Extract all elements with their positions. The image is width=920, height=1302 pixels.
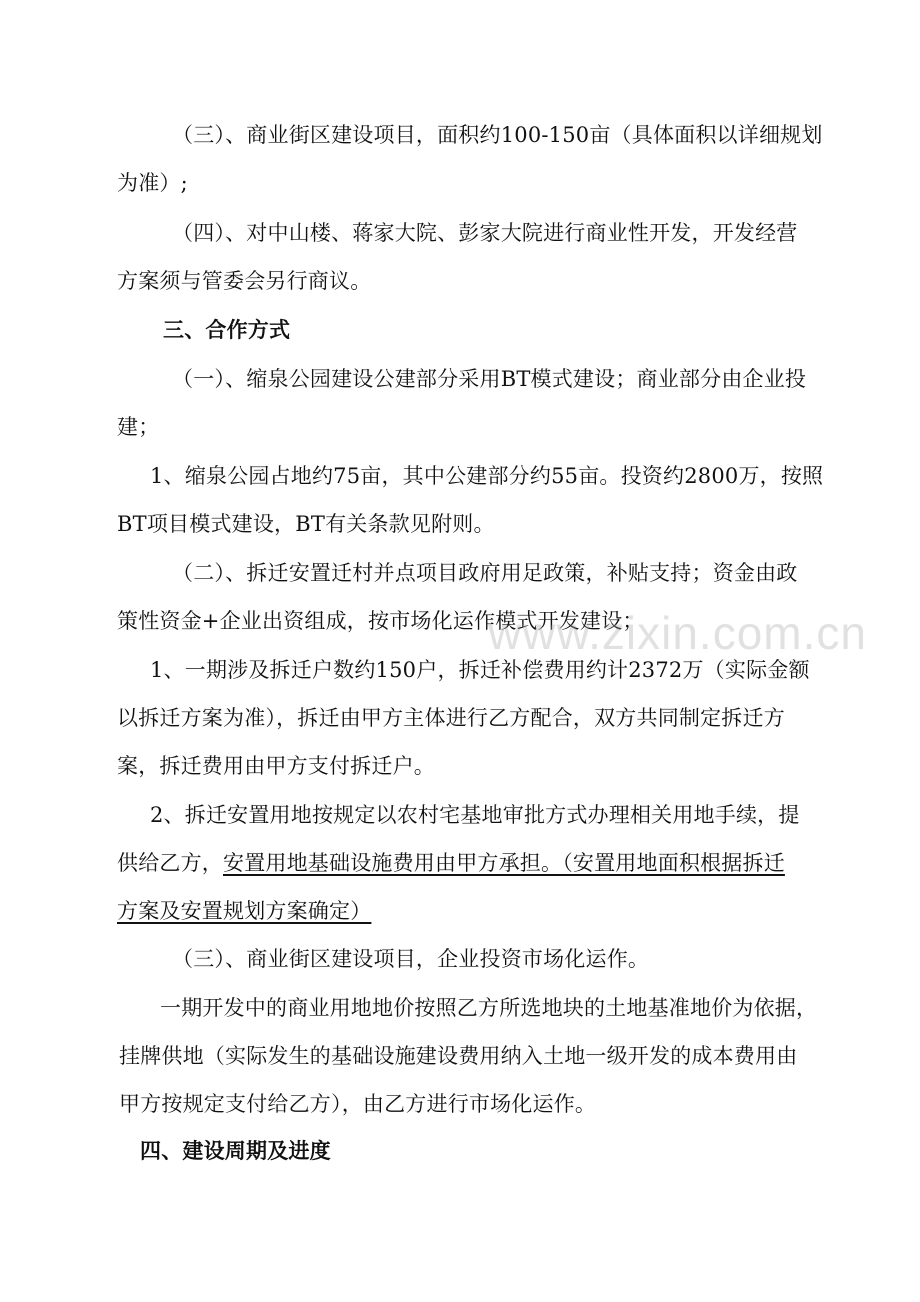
paragraph-line: （四）、对中山楼、蒋家大院、彭家大院进行商业性开发，开发经营 [172,221,798,245]
paragraph-line: 方案须与管委会另行商议。 [117,269,372,293]
paragraph-line: 甲方按规定支付给乙方），由乙方进行市场化运作。 [119,1092,597,1116]
paragraph-line: 建； [117,415,160,439]
paragraph-line: 挂牌供地（实际发生的基础设施建设费用纳入土地一级开发的成本费用由 [119,1044,798,1068]
paragraph-line: 2、拆迁安置用地按规定以农村宅基地审批方式办理相关用地手续，提 [150,803,800,827]
section-heading: 四、建设周期及进度 [140,1139,331,1163]
paragraph-line: 1、一期涉及拆迁户数约150户，拆迁补偿费用约计2372万（实际金额 [150,658,810,682]
paragraph-line: 以拆迁方案为准），拆迁由甲方主体进行乙方配合，双方共同制定拆迁方 [117,706,785,730]
paragraph-line: 为准）; [117,171,188,195]
paragraph-line: BT项目模式建设，BT有关条款见附则。 [117,512,495,536]
paragraph-line [117,848,785,878]
paragraph-line: （三）、商业街区建设项目，面积约100-150亩（具体面积以详细规划 [172,123,823,147]
underlined-text: 安置用地基础设施费用由甲方承担。（安置用地面积根据拆迁 [223,851,785,875]
section-heading: 三、合作方式 [163,318,291,342]
paragraph-line: 策性资金+企业出资组成，按市场化运作模式开发建设； [117,609,644,633]
paragraph-line: （一）、缩泉公园建设公建部分采用BT模式建设；商业部分由企业投 [172,367,807,391]
paragraph-line: 一期开发中的商业用地地价按照乙方所选地块的土地基准地价为依据， [160,996,818,1020]
underlined-line: 方案及安置规划方案确定） [117,899,372,923]
paragraph-line: （二）、拆迁安置迁村并点项目政府用足政策，补贴支持；资金由政 [172,561,798,585]
paragraph-line: （三）、商业街区建设项目，企业投资市场化运作。 [172,947,650,971]
paragraph-line: 1、缩泉公园占地约75亩，其中公建部分约55亩。投资约2800万，按照 [150,464,824,488]
paragraph-line: 案，拆迁费用由甲方支付拆迁户。 [117,754,435,778]
paragraph-text: 供给乙方， [117,851,223,875]
watermark: www.zixin.com.cn [488,607,867,659]
